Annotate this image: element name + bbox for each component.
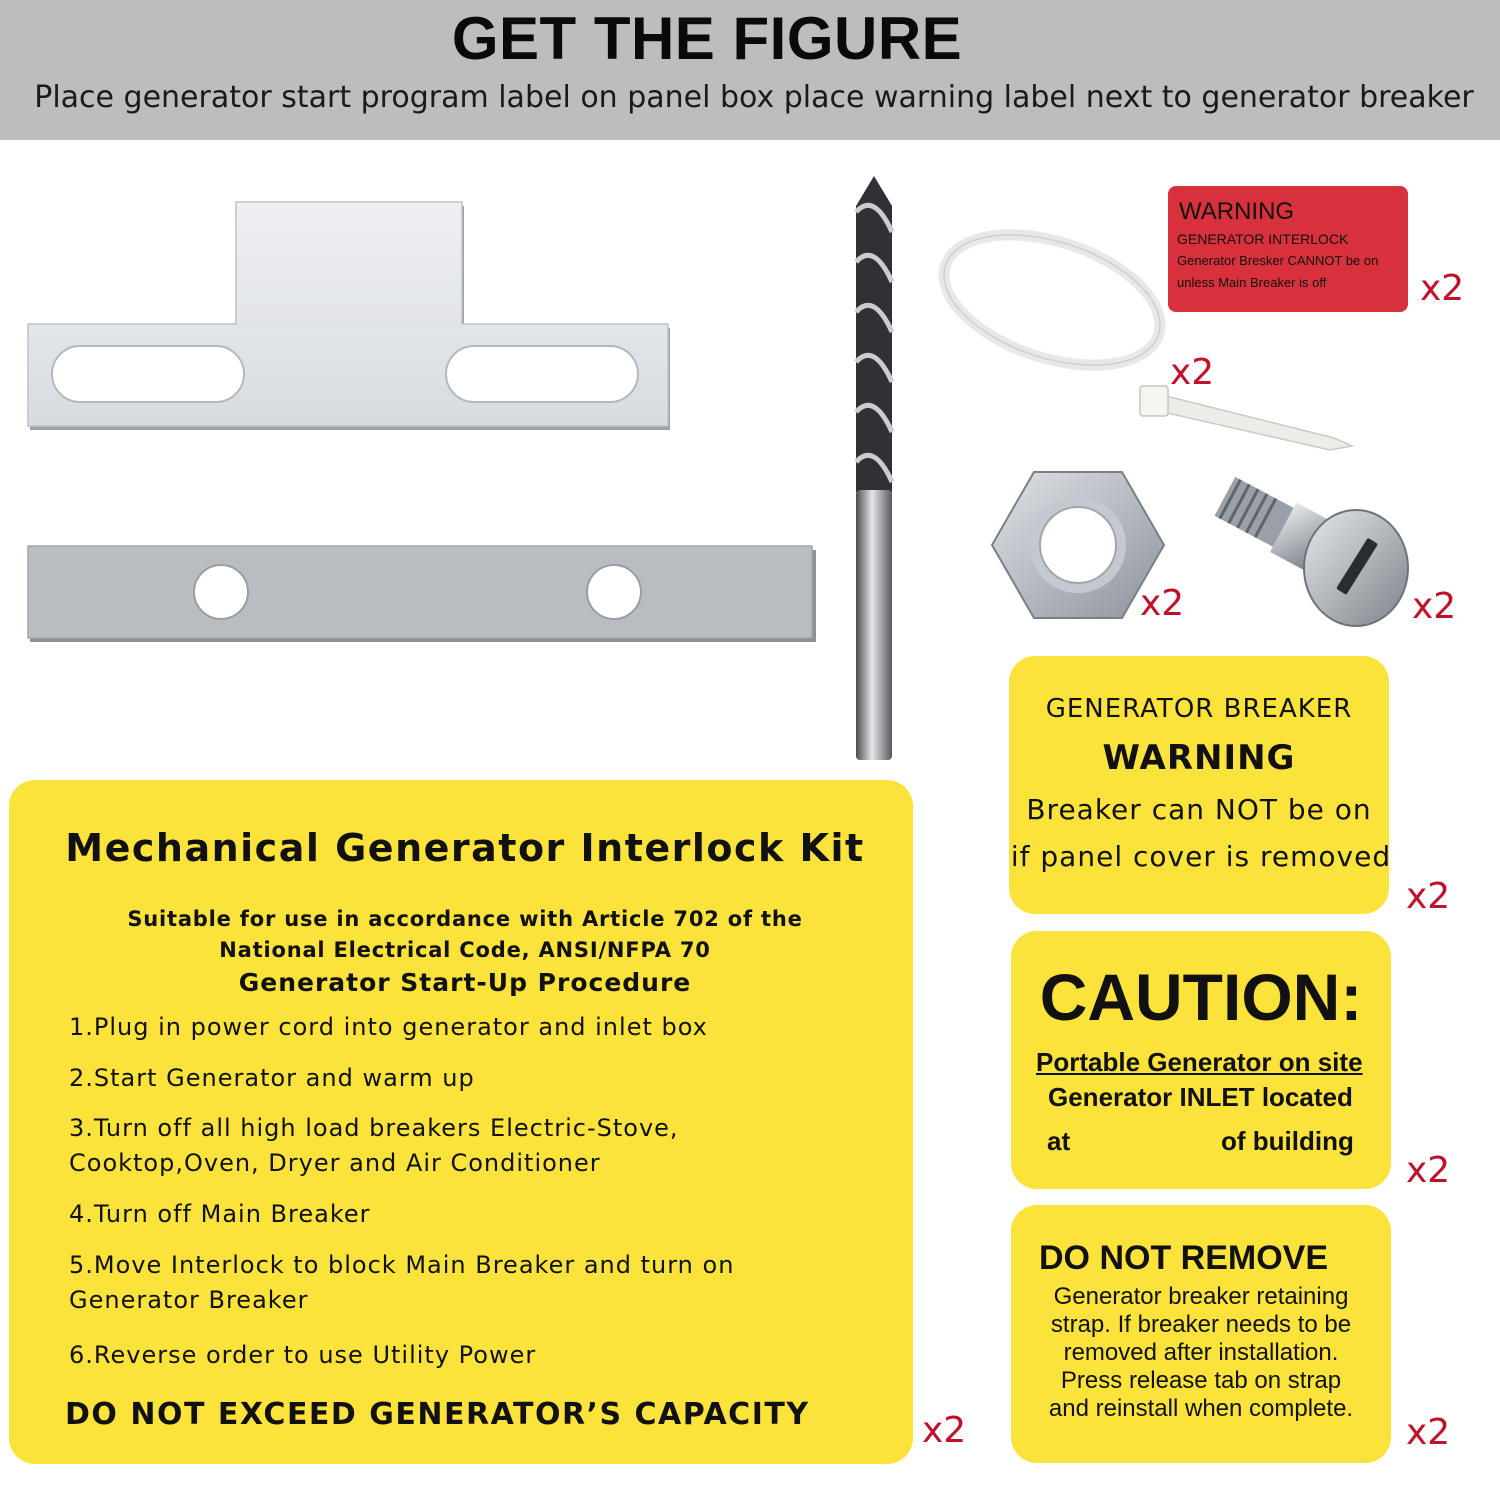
banner-title: GET THE FIGURE [451, 5, 963, 72]
red-label-line3: unless Main Breaker is off [1177, 275, 1327, 290]
breaker-label-line4: if panel cover is removed [1010, 840, 1392, 873]
red-label-quantity: x2 [1420, 268, 1465, 309]
caution-title: CAUTION: [1039, 960, 1363, 1034]
banner-subtitle: Place generator start program label on panel box place warning label next to generator breaker [34, 80, 1474, 115]
breaker-label-line3: Breaker can NOT be on [1026, 793, 1372, 826]
caution-line1: Portable Generator on site [1036, 1047, 1363, 1077]
remove-label-quantity: x2 [1406, 1412, 1451, 1453]
kit-subtitle-line1: Suitable for use in accordance with Article 702 of the [127, 907, 803, 931]
procedure-step-4: 4.Turn off Main Breaker [69, 1200, 371, 1228]
red-label-line1: GENERATOR INTERLOCK [1177, 231, 1349, 247]
remove-body-line: Press release tab on strap [1060, 1367, 1342, 1394]
remove-body-line: strap. If breaker needs to be [1050, 1311, 1352, 1338]
caution-label-quantity: x2 [1406, 1150, 1451, 1191]
header-banner [0, 0, 1500, 140]
do-not-remove-title: DO NOT REMOVE [1039, 1239, 1329, 1277]
interlock-plate-image [22, 196, 674, 432]
breaker-label-heading: GENERATOR BREAKER [1045, 694, 1353, 724]
caution-line3-right: of building [1221, 1126, 1354, 1156]
do-not-remove-body [1011, 1283, 1391, 1423]
caution-line3-left: at [1047, 1126, 1071, 1156]
kit-subtitle-line2: National Electrical Code, ANSI/NFPA 70 [219, 938, 711, 962]
red-label-title: WARNING [1179, 198, 1295, 225]
capacity-warning: DO NOT EXCEED GENERATOR’S CAPACITY [65, 1397, 810, 1432]
do-not-remove-label [1011, 1205, 1391, 1463]
procedure-step-2: 2.Start Generator and warm up [69, 1064, 475, 1092]
drill-bit-image [846, 172, 902, 768]
breaker-label-warning: WARNING [1102, 738, 1296, 778]
cable-tie-quantity: x2 [1170, 352, 1215, 393]
interlock-kit-label [9, 780, 913, 1464]
retaining-strap-image [22, 540, 818, 648]
kit-label-quantity: x2 [922, 1410, 967, 1451]
breaker-warning-label [1009, 656, 1392, 914]
shoulder-screw-image [1196, 468, 1416, 636]
remove-body-line: and reinstall when complete. [1048, 1395, 1354, 1422]
hex-nut-quantity: x2 [1140, 583, 1185, 624]
procedure-step-6: 6.Reverse order to use Utility Power [69, 1341, 537, 1369]
kit-title: Mechanical Generator Interlock Kit [65, 826, 865, 870]
breaker-label-quantity: x2 [1406, 876, 1451, 917]
remove-body-line: Generator breaker retaining [1053, 1283, 1349, 1310]
red-label-line2: Generator Bresker CANNOT be on [1177, 253, 1379, 268]
procedure-step-1: 1.Plug in power cord into generator and inlet box [69, 1013, 708, 1041]
procedure-step-3: 3.Turn off all high load breakers Electric-Stove, Cooktop,Oven, Dryer and Air Conditioner [69, 1114, 679, 1177]
remove-body-line: removed after installation. [1063, 1339, 1339, 1366]
interlock-warning-label [1168, 186, 1408, 312]
caution-label [1011, 931, 1391, 1189]
caution-line2: Generator INLET located [1048, 1082, 1353, 1112]
shoulder-screw-quantity: x2 [1412, 586, 1457, 627]
procedure-title: Generator Start-Up Procedure [238, 968, 692, 997]
procedure-step-5: 5.Move Interlock to block Main Breaker and turn on Generator Breaker [69, 1251, 735, 1314]
kit-subtitle [9, 904, 921, 966]
